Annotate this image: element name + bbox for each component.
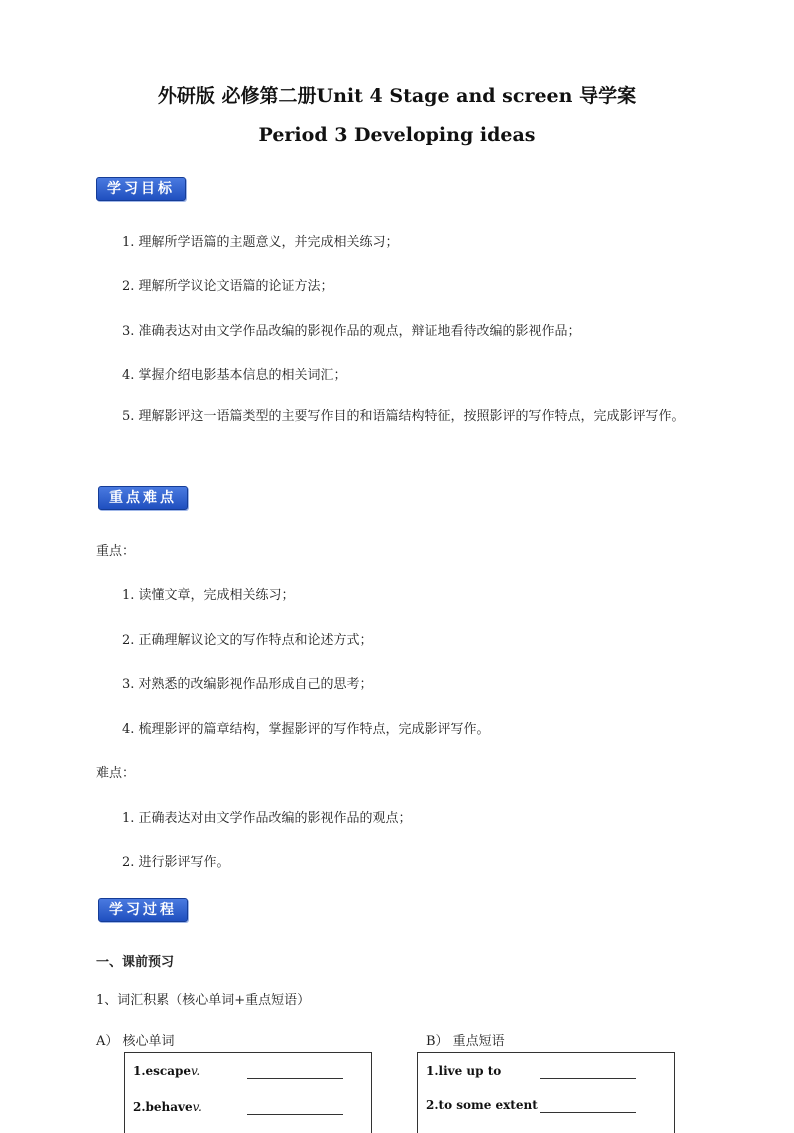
- key-points-badge: 重点难点: [98, 486, 188, 510]
- vocab-row: [133, 1100, 202, 1114]
- answer-blank[interactable]: [247, 1114, 343, 1115]
- focus-item: 3. 对熟悉的改编影视作品形成自己的思考；: [122, 677, 373, 692]
- objectives-badge: 学习目标: [96, 177, 186, 201]
- objective-item: 2. 理解所学议论文语篇的论证方法；: [122, 279, 334, 294]
- subsection-heading: 1、词汇积累（核心单词+重点短语）: [96, 993, 311, 1008]
- objective-item: 1. 理解所学语篇的主题意义，并完成相关练习；: [122, 235, 399, 250]
- core-words-box: [124, 1052, 372, 1133]
- part-of-speech: v.: [192, 1100, 202, 1114]
- page-subtitle: Period 3 Developing ideas: [258, 124, 536, 146]
- answer-blank[interactable]: [247, 1078, 343, 1079]
- key-phrases-box: [417, 1052, 675, 1133]
- vocab-row: [133, 1064, 200, 1078]
- difficulty-item: 2. 进行影评写作。: [122, 855, 230, 870]
- focus-item: 2. 正确理解议论文的写作特点和论述方式；: [122, 633, 373, 648]
- phrase-word: 1.live up to: [426, 1064, 502, 1078]
- answer-blank[interactable]: [540, 1112, 636, 1113]
- section-heading: 一、课前预习: [96, 955, 175, 970]
- answer-blank[interactable]: [540, 1078, 636, 1079]
- objective-item: 4. 掌握介绍电影基本信息的相关词汇；: [122, 368, 347, 383]
- focus-item: 4. 梳理影评的篇章结构，掌握影评的写作特点，完成影评写作。: [122, 722, 490, 737]
- phrase-word: 2.to some extent: [426, 1098, 538, 1112]
- difficulty-item: 1. 正确表达对由文学作品改编的影视作品的观点；: [122, 811, 412, 826]
- phrase-row: [426, 1098, 538, 1112]
- process-badge: 学习过程: [98, 898, 188, 922]
- part-of-speech: v.: [191, 1064, 201, 1078]
- focus-item: 1. 读懂文章，完成相关练习；: [122, 588, 295, 603]
- difficulty-label: 难点：: [96, 766, 136, 781]
- objective-item: 3. 准确表达对由文学作品改编的影视作品的观点，辩证地看待改编的影视作品；: [122, 324, 581, 339]
- vocab-word: 2.behave: [133, 1100, 193, 1114]
- objective-item: 5. 理解影评这一语篇类型的主要写作目的和语篇结构特征，按照影评的写作特点，完成影评写作。: [122, 409, 685, 424]
- page-title: 外研版 必修第二册Unit 4 Stage and screen 导学案: [157, 85, 637, 107]
- core-words-label: A） 核心单词: [96, 1034, 175, 1049]
- vocab-word: 1.escape: [133, 1064, 192, 1078]
- phrase-row: [426, 1064, 501, 1078]
- key-phrases-label: B） 重点短语: [426, 1034, 505, 1049]
- focus-label: 重点：: [96, 544, 136, 559]
